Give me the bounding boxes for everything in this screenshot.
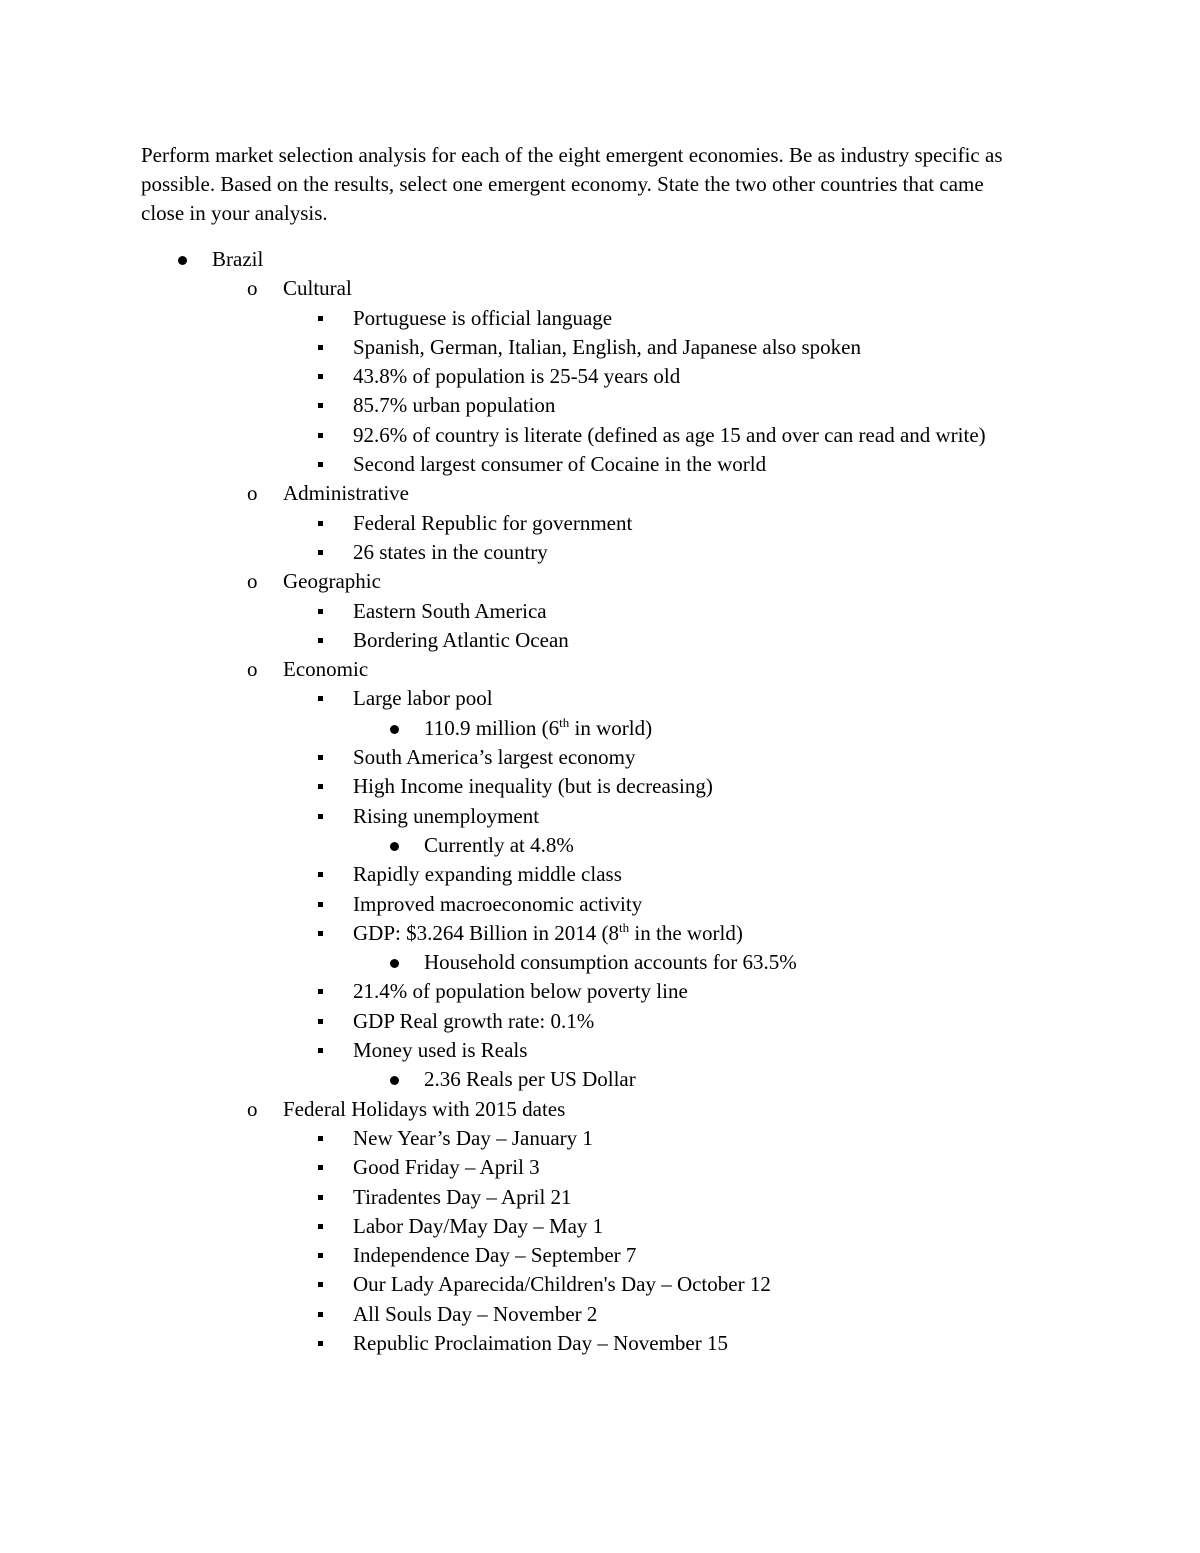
bullet-square-icon: [318, 755, 323, 760]
list-item: 92.6% of country is literate (defined as age 15 and over can read and write): [0, 421, 1200, 450]
bullet-square-icon: [318, 609, 323, 614]
bullet-square-icon: [318, 638, 323, 643]
sub-list-item: [0, 714, 1200, 743]
sub-list-item: 2.36 Reals per US Dollar: [0, 1065, 1200, 1094]
assignment-prompt: [141, 141, 1021, 228]
list-item: Labor Day/May Day – May 1: [0, 1212, 1200, 1241]
bullet-square-icon: [318, 1136, 323, 1141]
list-item: Money used is Reals: [0, 1036, 1200, 1065]
list-item: [0, 919, 1200, 948]
bullet-square-icon: [318, 345, 323, 350]
bullet-square-icon: [318, 403, 323, 408]
brazil-outline: [0, 245, 1200, 1358]
list-item: Republic Proclaimation Day – November 15: [0, 1329, 1200, 1358]
sub-list-item: Household consumption accounts for 63.5%: [0, 948, 1200, 977]
list-item: Independence Day – September 7: [0, 1241, 1200, 1270]
bullet-square-icon: [318, 931, 323, 936]
bullet-square-icon: [318, 1253, 323, 1258]
labor-pool-detail: 110.9 million (6th in world): [424, 714, 653, 740]
bullet-square-icon: [318, 1019, 323, 1024]
bullet-square-icon: [318, 814, 323, 819]
bullet-square-icon: [318, 696, 323, 701]
list-item: Improved macroeconomic activity: [0, 890, 1200, 919]
list-item: Rapidly expanding middle class: [0, 860, 1200, 889]
bullet-square-icon: [318, 989, 323, 994]
list-item: Second largest consumer of Cocaine in the world: [0, 450, 1200, 479]
prompt-text: Perform market selection analysis for each of the eight emergent economies. Be as industry specific as possible. Based on the results, select one emergent economy. State the two other countries that came close in your analysis.: [141, 143, 1003, 225]
list-item: Spanish, German, Italian, English, and Japanese also spoken: [0, 333, 1200, 362]
section-cultural: o Cultural: [0, 274, 1200, 303]
list-item: Rising unemployment: [0, 802, 1200, 831]
bullet-circle-icon: o: [247, 657, 258, 682]
bullet-square-icon: [318, 1048, 323, 1053]
list-item: South America’s largest economy: [0, 743, 1200, 772]
bullet-square-icon: [318, 462, 323, 467]
bullet-square-icon: [318, 872, 323, 877]
list-item: Bordering Atlantic Ocean: [0, 626, 1200, 655]
list-item: 21.4% of population below poverty line: [0, 977, 1200, 1006]
bullet-circle-icon: o: [247, 276, 258, 301]
bullet-square-icon: [318, 1341, 323, 1346]
list-item: 26 states in the country: [0, 538, 1200, 567]
bullet-square-icon: [318, 1224, 323, 1229]
list-item: All Souls Day – November 2: [0, 1300, 1200, 1329]
bullet-dot-icon: [390, 725, 399, 734]
list-item: Good Friday – April 3: [0, 1153, 1200, 1182]
list-item: Portuguese is official language: [0, 304, 1200, 333]
bullet-square-icon: [318, 902, 323, 907]
bullet-square-icon: [318, 1312, 323, 1317]
bullet-dot-icon: [390, 959, 399, 968]
list-item: Large labor pool: [0, 684, 1200, 713]
bullet-square-icon: [318, 1282, 323, 1287]
section-holidays: o Federal Holidays with 2015 dates: [0, 1095, 1200, 1124]
section-economic: o Economic: [0, 655, 1200, 684]
bullet-circle-icon: o: [247, 481, 258, 506]
list-item: 85.7% urban population: [0, 391, 1200, 420]
bullet-dot-icon: [390, 842, 399, 851]
bullet-dot-icon: [390, 1076, 399, 1085]
bullet-square-icon: [318, 1195, 323, 1200]
section-geographic: o Geographic: [0, 567, 1200, 596]
section-administrative: o Administrative: [0, 479, 1200, 508]
bullet-square-icon: [318, 433, 323, 438]
list-item: Eastern South America: [0, 597, 1200, 626]
list-item: 43.8% of population is 25-54 years old: [0, 362, 1200, 391]
bullet-square-icon: [318, 550, 323, 555]
list-item: Our Lady Aparecida/Children's Day – October 12: [0, 1270, 1200, 1299]
list-item: GDP Real growth rate: 0.1%: [0, 1007, 1200, 1036]
bullet-circle-icon: o: [247, 1096, 258, 1121]
list-item: New Year’s Day – January 1: [0, 1124, 1200, 1153]
outline-country: Brazil: [0, 245, 1200, 274]
bullet-square-icon: [318, 784, 323, 789]
bullet-dot-icon: [178, 256, 187, 265]
sub-list-item: Currently at 4.8%: [0, 831, 1200, 860]
gdp-detail: GDP: $3.264 Billion in 2014 (8th in the world): [353, 919, 743, 945]
bullet-square-icon: [318, 1165, 323, 1170]
list-item: Tiradentes Day – April 21: [0, 1183, 1200, 1212]
bullet-square-icon: [318, 521, 323, 526]
bullet-square-icon: [318, 374, 323, 379]
list-item: Federal Republic for government: [0, 509, 1200, 538]
bullet-square-icon: [318, 316, 323, 321]
bullet-circle-icon: o: [247, 569, 258, 594]
list-item: High Income inequality (but is decreasing): [0, 772, 1200, 801]
